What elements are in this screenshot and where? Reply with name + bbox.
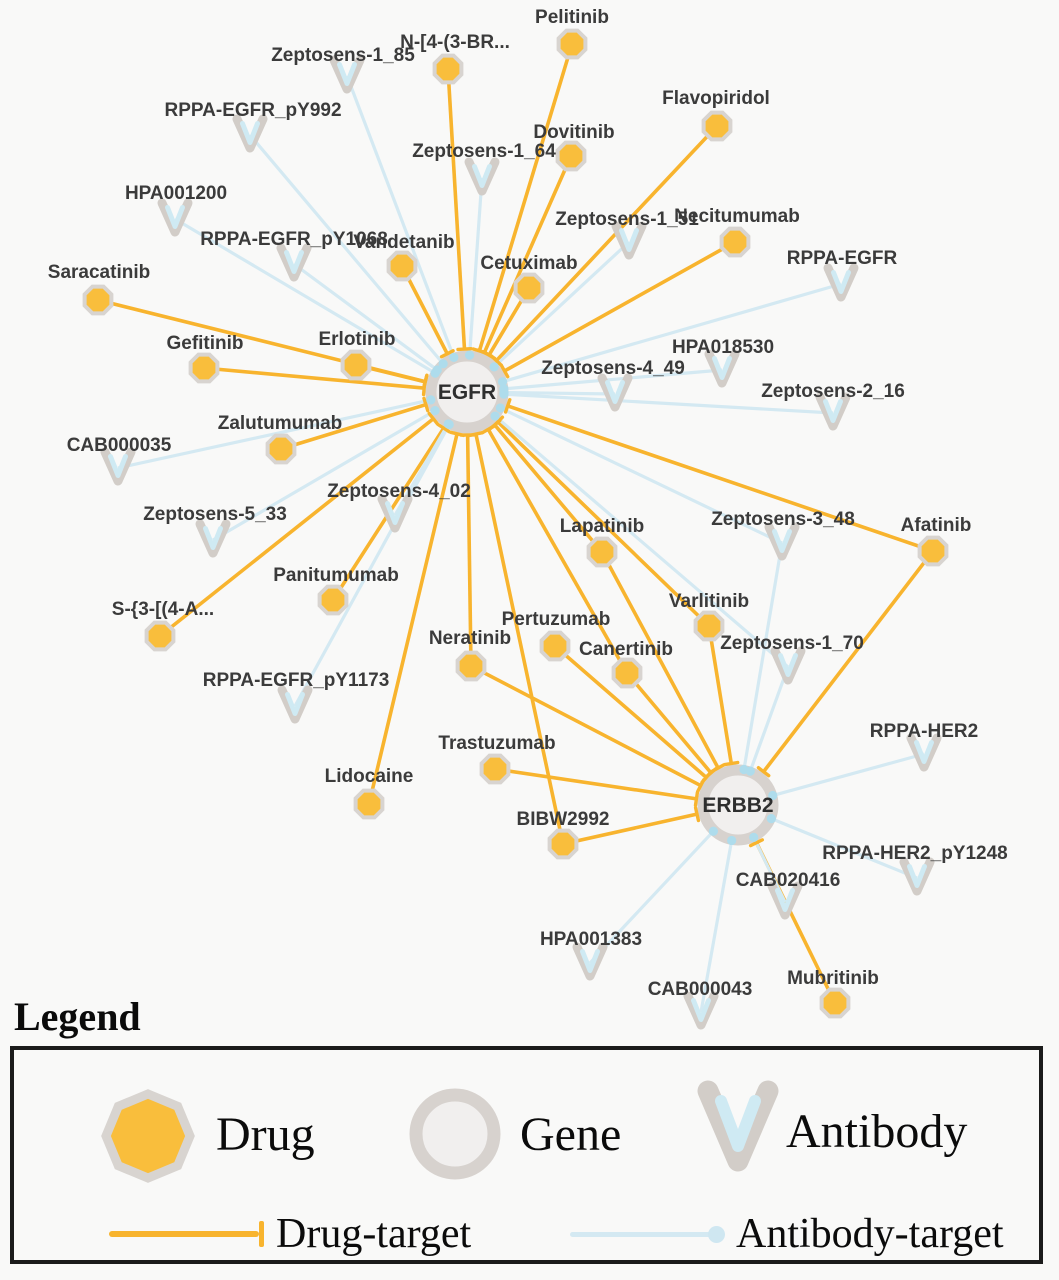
edge-dot-cab000043-erbb2 bbox=[727, 836, 736, 845]
node-drug-afatinib[interactable] bbox=[920, 538, 947, 565]
antibody-label-zeptosens-5-33: Zeptosens-5_33 bbox=[143, 504, 287, 525]
drug-octagon-icon[interactable] bbox=[558, 143, 585, 170]
antibody-label-rppa-her2: RPPA-HER2 bbox=[869, 721, 979, 742]
edge-dot-rppa-egfr-py1068-egfr bbox=[433, 365, 442, 374]
antibody-label-rppa-egfr-py1068: RPPA-EGFR_pY1068 bbox=[200, 229, 388, 250]
node-drug-saracatinib[interactable] bbox=[85, 287, 112, 314]
drug-octagon-icon[interactable] bbox=[920, 538, 947, 565]
drug-label-mubritinib: Mubritinib bbox=[787, 968, 879, 989]
node-drug-pertuzumab[interactable] bbox=[542, 633, 569, 660]
edge-drug-target-gefitinib-egfr[interactable] bbox=[204, 368, 425, 388]
drug-label-necitumumab: Necitumumab bbox=[674, 206, 800, 227]
edge-dot-cab020416-erbb2 bbox=[749, 833, 758, 842]
edge-antibody-target-zeptosens-1-85-egfr[interactable] bbox=[347, 76, 455, 360]
antibody-label-zeptosens-1-64: Zeptosens-1_64 bbox=[412, 141, 556, 162]
antibody-label-hpa018530: HPA018530 bbox=[671, 337, 775, 358]
legend-drug-target-tee bbox=[259, 1221, 264, 1247]
legend-drug-label: Drug bbox=[216, 1108, 315, 1161]
node-drug-varlitinib[interactable] bbox=[696, 613, 723, 640]
drug-octagon-icon[interactable] bbox=[435, 56, 462, 83]
drug-octagon-icon[interactable] bbox=[550, 831, 577, 858]
drug-label-neratinib: Neratinib bbox=[428, 628, 512, 649]
node-drug-neratinib[interactable] bbox=[458, 653, 485, 680]
antibody-label-zeptosens-4-49: Zeptosens-4_49 bbox=[541, 358, 685, 379]
antibody-label-hpa001200: HPA001200 bbox=[124, 183, 228, 204]
antibody-label-zeptosens-3-48: Zeptosens-3_48 bbox=[711, 509, 855, 530]
drug-octagon-icon[interactable] bbox=[191, 355, 218, 382]
node-drug-erlotinib[interactable] bbox=[343, 352, 370, 379]
legend-antibody-target-label: Antibody-target bbox=[736, 1211, 1004, 1257]
drug-label-flavopiridol: Flavopiridol bbox=[662, 88, 770, 109]
node-drug-flavopiridol[interactable] bbox=[704, 113, 731, 140]
drug-octagon-icon[interactable] bbox=[589, 539, 616, 566]
edge-drug-target-trastuzumab-erbb2[interactable] bbox=[495, 769, 697, 799]
edge-dot-zeptosens-1-70-erbb2 bbox=[746, 767, 755, 776]
edge-antibody-target-rppa-her2-erbb2[interactable] bbox=[770, 754, 924, 796]
node-drug-panitumumab[interactable] bbox=[320, 587, 347, 614]
node-drug-gefitinib[interactable] bbox=[191, 355, 218, 382]
antibody-label-rppa-her2-py1248: RPPA-HER2_pY1248 bbox=[822, 843, 1008, 864]
antibody-label-zeptosens-1-85: Zeptosens-1_85 bbox=[271, 45, 415, 66]
legend-gene-icon bbox=[404, 1084, 506, 1186]
drug-octagon-icon[interactable] bbox=[147, 623, 174, 650]
legend-gene-label: Gene bbox=[520, 1108, 622, 1161]
edge-dot-zeptosens-2-16-egfr bbox=[499, 390, 508, 399]
edge-tee-trastuzumab-erbb2 bbox=[696, 792, 698, 805]
drug-octagon-icon[interactable] bbox=[696, 613, 723, 640]
node-drug-canertinib[interactable] bbox=[614, 660, 641, 687]
drug-octagon-icon[interactable] bbox=[356, 791, 383, 818]
drug-octagon-icon[interactable] bbox=[320, 587, 347, 614]
node-drug-lidocaine[interactable] bbox=[356, 791, 383, 818]
node-drug-vandetanib[interactable] bbox=[389, 253, 416, 280]
node-drug-s-3-4-a[interactable] bbox=[147, 623, 174, 650]
node-drug-cetuximab[interactable] bbox=[516, 275, 543, 302]
drug-octagon-icon[interactable] bbox=[482, 756, 509, 783]
edge-dot-zeptosens-1-64-egfr bbox=[465, 350, 474, 359]
antibody-label-zeptosens-4-02: Zeptosens-4_02 bbox=[327, 481, 471, 502]
antibody-label-hpa001383: HPA001383 bbox=[539, 929, 643, 950]
legend-box bbox=[10, 1046, 1043, 1264]
drug-label-pertuzumab: Pertuzumab bbox=[501, 609, 611, 630]
legend-drug-target-line bbox=[109, 1231, 259, 1237]
node-antibody-rppa-her2[interactable] bbox=[911, 738, 937, 767]
drug-label-lidocaine: Lidocaine bbox=[324, 766, 414, 787]
drug-label-gefitinib: Gefitinib bbox=[166, 333, 244, 354]
edge-drug-target-canertinib-erbb2[interactable] bbox=[627, 673, 712, 774]
drug-label-dovitinib: Dovitinib bbox=[533, 122, 615, 143]
drug-octagon-icon[interactable] bbox=[343, 352, 370, 379]
node-drug-mubritinib[interactable] bbox=[822, 990, 849, 1017]
edge-tee-n-4-3-br-egfr bbox=[458, 349, 471, 350]
drug-octagon-icon[interactable] bbox=[614, 660, 641, 687]
node-antibody-hpa018530[interactable] bbox=[709, 354, 735, 383]
drug-label-s-3-4-a: S-{3-[(4-A... bbox=[111, 599, 215, 620]
node-antibody-hpa001200[interactable] bbox=[162, 203, 188, 232]
drug-octagon-icon[interactable] bbox=[268, 436, 295, 463]
antibody-label-zeptosens-2-16: Zeptosens-2_16 bbox=[761, 381, 905, 402]
drug-label-n-4-3-br: N-[4-(3-BR... bbox=[400, 32, 510, 53]
antibody-label-rppa-egfr-py1173: RPPA-EGFR_pY1173 bbox=[202, 670, 390, 691]
node-drug-lapatinib[interactable] bbox=[589, 539, 616, 566]
drug-label-erlotinib: Erlotinib bbox=[318, 329, 396, 350]
drug-octagon-icon[interactable] bbox=[458, 653, 485, 680]
drug-octagon-icon[interactable] bbox=[822, 990, 849, 1017]
node-drug-necitumumab[interactable] bbox=[722, 229, 749, 256]
node-antibody-zeptosens-1-64[interactable] bbox=[469, 162, 495, 191]
drug-label-canertinib: Canertinib bbox=[579, 639, 673, 660]
node-drug-trastuzumab[interactable] bbox=[482, 756, 509, 783]
legend-drug-icon bbox=[97, 1085, 199, 1187]
edge-dot-rppa-egfr-py1173-egfr bbox=[445, 420, 454, 429]
drug-label-cetuximab: Cetuximab bbox=[480, 253, 578, 274]
legend-antibody-label: Antibody bbox=[786, 1105, 968, 1158]
drug-label-trastuzumab: Trastuzumab bbox=[438, 733, 556, 754]
edge-dot-zeptosens-5-33-egfr bbox=[430, 406, 439, 415]
node-antibody-rppa-egfr[interactable] bbox=[828, 268, 854, 297]
legend-antibody-target-line bbox=[570, 1232, 716, 1237]
drug-label-zalutumumab: Zalutumumab bbox=[217, 413, 343, 434]
drug-label-saracatinib: Saracatinib bbox=[47, 262, 151, 283]
drug-label-panitumumab: Panitumumab bbox=[273, 565, 399, 586]
drug-label-pelitinib: Pelitinib bbox=[535, 7, 609, 28]
drug-label-varlitinib: Varlitinib bbox=[668, 591, 750, 612]
edge-dot-zeptosens-1-85-egfr bbox=[449, 353, 458, 362]
edge-tee-varlitinib-erbb2 bbox=[725, 763, 738, 765]
edge-dot-zeptosens-3-48-egfr bbox=[496, 403, 505, 412]
antibody-label-rppa-egfr: RPPA-EGFR bbox=[786, 248, 898, 269]
drug-octagon-icon[interactable] bbox=[704, 113, 731, 140]
drug-label-lapatinib: Lapatinib bbox=[559, 516, 645, 537]
node-drug-dovitinib[interactable] bbox=[558, 143, 585, 170]
edge-dot-zeptosens-1-51-egfr bbox=[490, 362, 499, 371]
drug-octagon-icon[interactable] bbox=[389, 253, 416, 280]
antibody-label-cab000035: CAB000035 bbox=[66, 435, 172, 456]
edge-dot-hpa001383-erbb2 bbox=[709, 827, 718, 836]
antibody-label-cab000043: CAB000043 bbox=[647, 979, 753, 1000]
node-drug-n-4-3-br[interactable] bbox=[435, 56, 462, 83]
gene-label-erbb2: ERBB2 bbox=[702, 794, 774, 817]
antibody-label-rppa-egfr-py992: RPPA-EGFR_pY992 bbox=[164, 100, 342, 121]
antibody-label-cab020416: CAB020416 bbox=[735, 870, 841, 891]
drug-octagon-icon[interactable] bbox=[542, 633, 569, 660]
drug-octagon-icon[interactable] bbox=[559, 31, 586, 58]
legend-title: Legend bbox=[14, 994, 141, 1039]
drug-octagon-icon[interactable] bbox=[722, 229, 749, 256]
drug-label-afatinib: Afatinib bbox=[900, 515, 972, 536]
drug-label-bibw2992: BIBW2992 bbox=[516, 809, 610, 830]
antibody-label-zeptosens-1-51: Zeptosens-1_51 bbox=[555, 209, 699, 230]
edge-drug-target-n-4-3-br-egfr[interactable] bbox=[448, 69, 465, 350]
node-drug-pelitinib[interactable] bbox=[559, 31, 586, 58]
drug-label-vandetanib: Vandetanib bbox=[353, 232, 455, 253]
node-drug-zalutumumab[interactable] bbox=[268, 436, 295, 463]
drug-octagon-icon[interactable] bbox=[516, 275, 543, 302]
legend-antibody-target-dot bbox=[708, 1226, 725, 1243]
drug-octagon-icon[interactable] bbox=[85, 287, 112, 314]
edge-dot-cab000035-egfr bbox=[426, 395, 435, 404]
gene-label-egfr: EGFR bbox=[437, 381, 497, 404]
legend-antibody-icon bbox=[682, 1077, 794, 1189]
legend-drug-target-label: Drug-target bbox=[276, 1211, 472, 1257]
antibody-label-zeptosens-1-70: Zeptosens-1_70 bbox=[720, 633, 864, 654]
edge-dot-zeptosens-1-70-egfr bbox=[490, 411, 499, 420]
node-drug-bibw2992[interactable] bbox=[550, 831, 577, 858]
edge-antibody-target-zeptosens-1-70-erbb2[interactable] bbox=[749, 667, 788, 774]
